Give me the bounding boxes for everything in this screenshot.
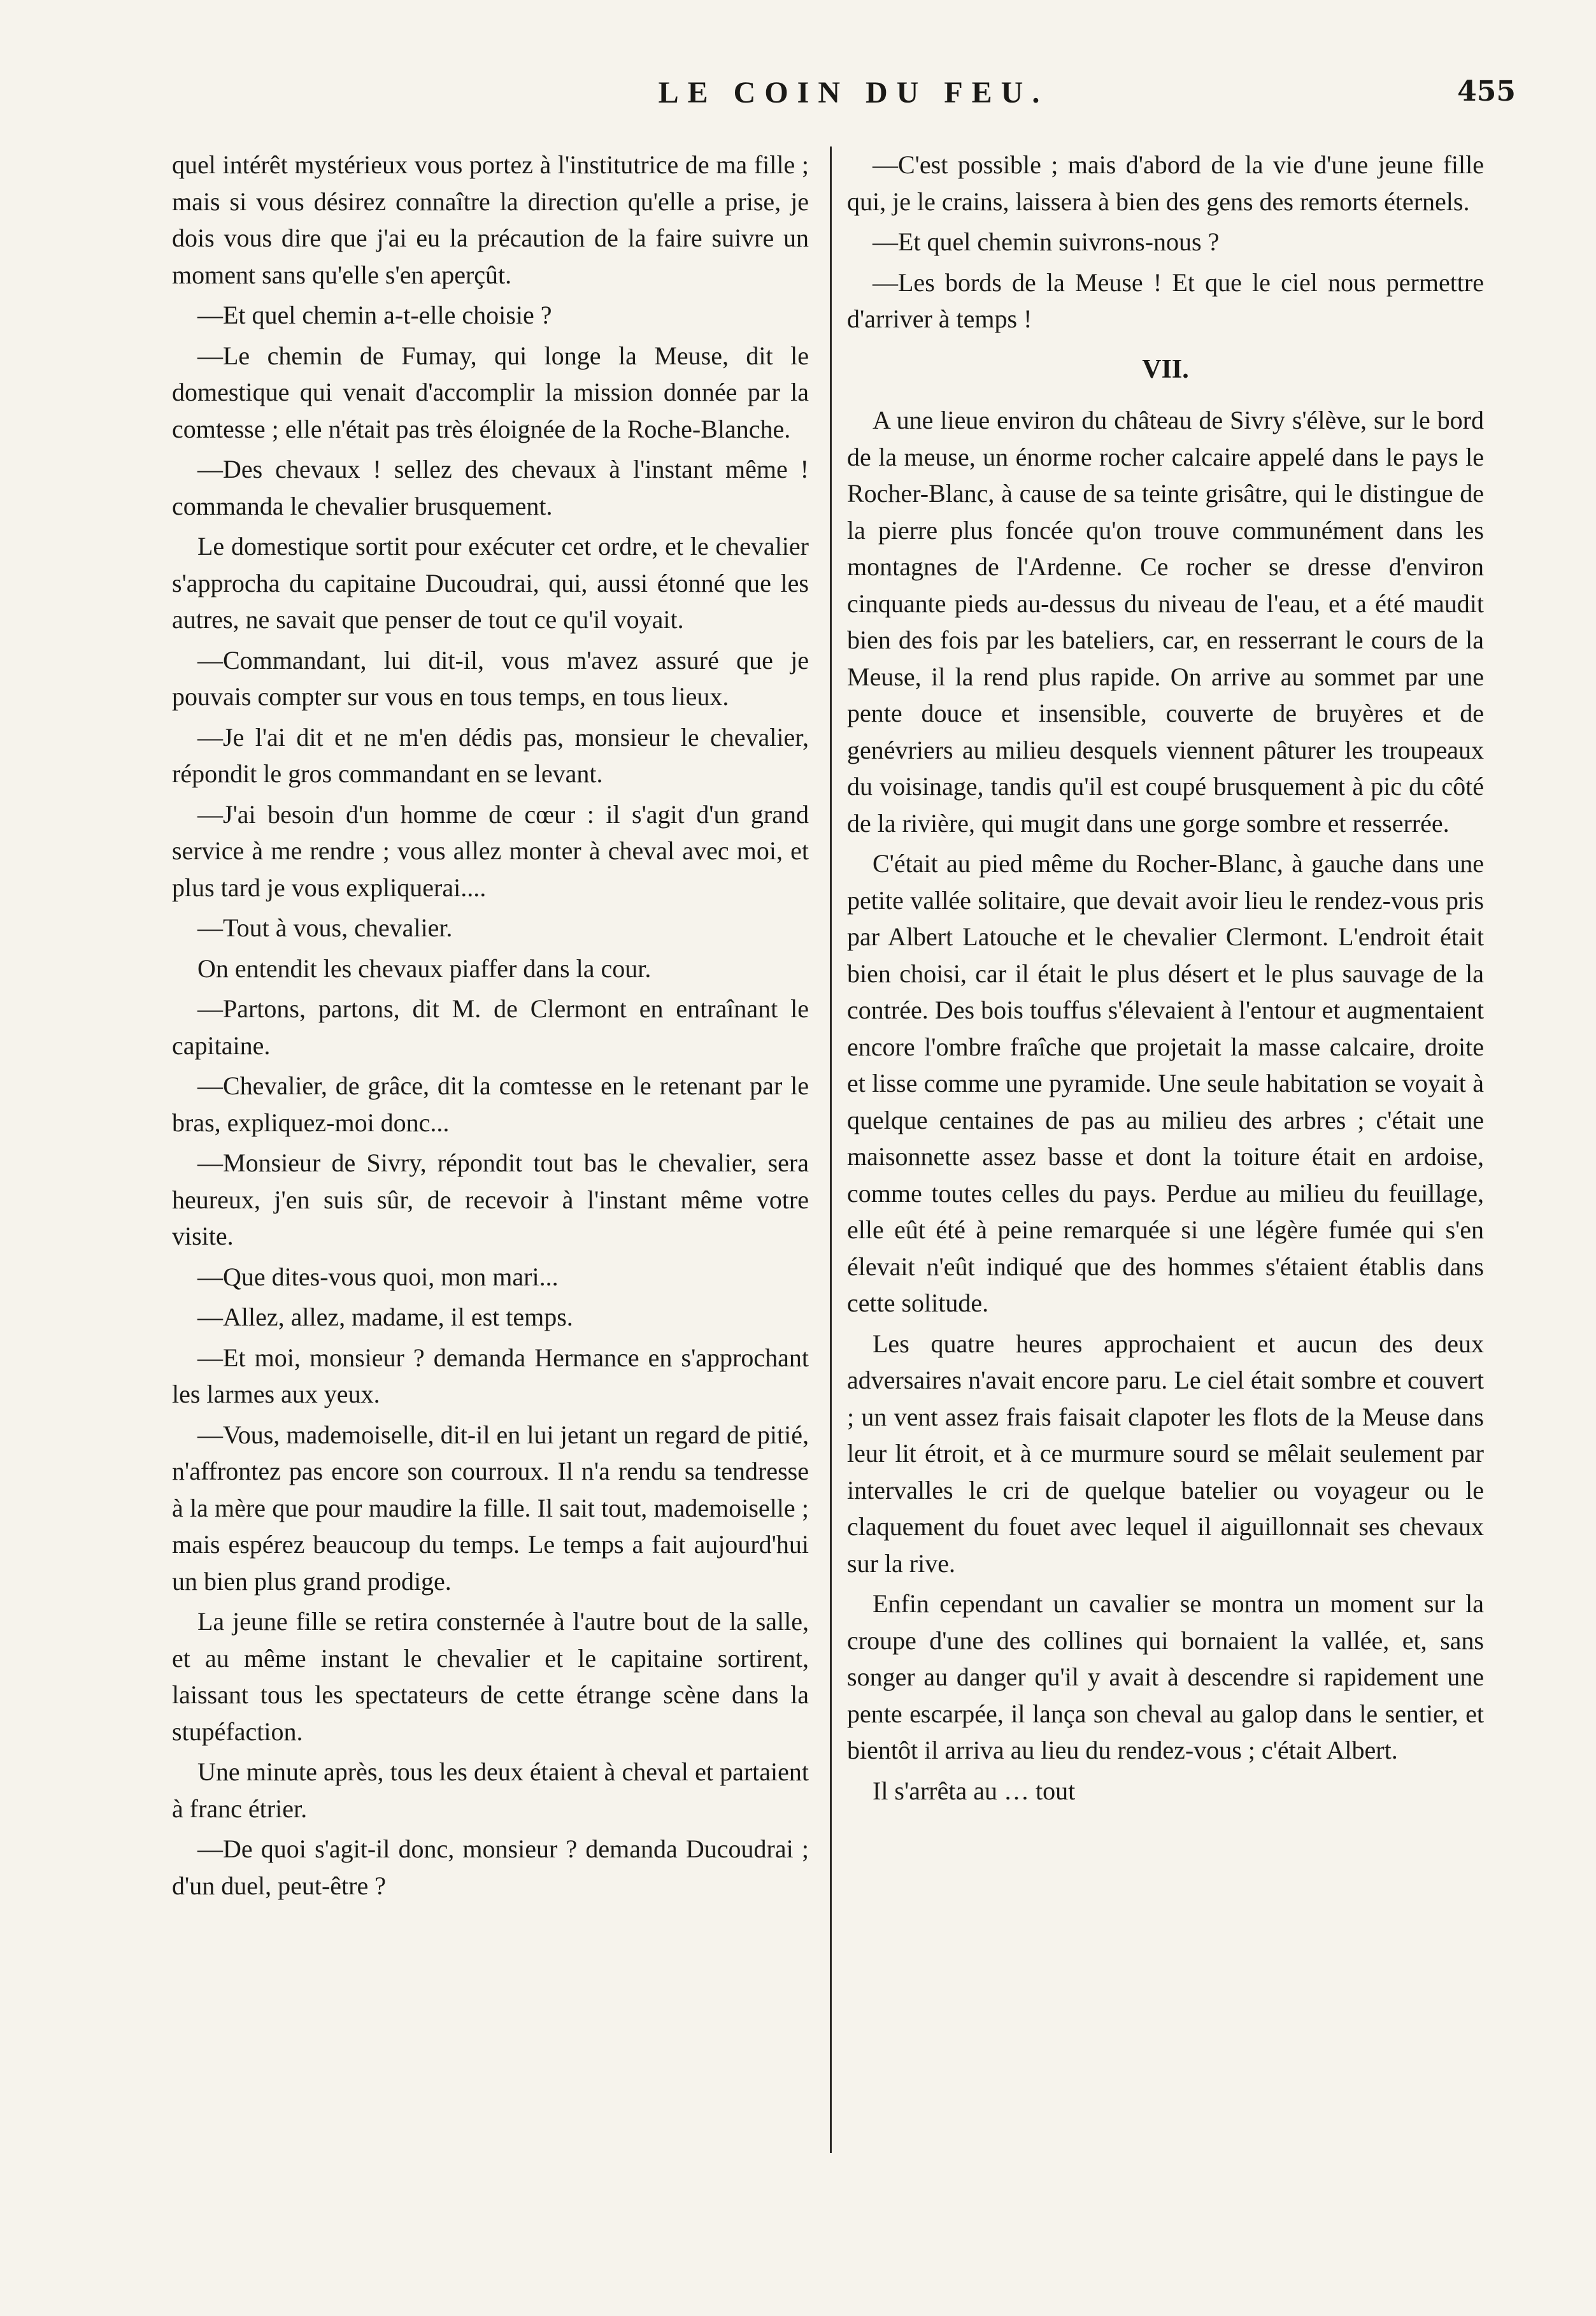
paragraph: —Les bords de la Meuse ! Et que le ciel nous permettre d'arriver à temps ! [847, 268, 1484, 333]
running-title: LE COIN DU FEU. [658, 76, 1049, 110]
paragraph: —Vous, mademoiselle, dit-il en lui jetant un regard de pitié, n'affrontez pas encore son courroux. Il n'a rendu sa tendresse à la mère que pour maudire la fille. Il sait tout, mademoiselle ; mais espérez beaucoup du temps. Le temps a fait aujourd'hui un bien plus grand prodige. [172, 1420, 809, 1596]
paragraph: —Partons, partons, dit M. de Clermont en entraînant le capitaine. [172, 994, 809, 1060]
paragraph: —Des chevaux ! sellez des chevaux à l'instant même ! commanda le chevalier brusquement. [172, 455, 809, 520]
left-column [172, 147, 809, 1908]
paragraph: —Tout à vous, chevalier. [197, 913, 453, 942]
paragraph: —Et moi, monsieur ? demanda Hermance en s'approchant les larmes aux yeux. [172, 1343, 809, 1408]
paragraph: Les quatre heures approchaient et aucun des deux adversaires n'avait encore paru. Le ciel était sombre et couvert ; un vent assez frais faisait clapoter les flots de la Meuse dans leur lit étroit, et à ce murmure sourd se mêlait seulement par intervalles le cri de quelque batelier ou voyageur ou le claquement du fouet avec lequel il aiguillonnait ses chevaux sur la rive. [847, 1329, 1484, 1578]
paragraph: —J'ai besoin d'un homme de cœur : il s'agit d'un grand service à me rendre ; vous allez monter à cheval avec moi, et plus tard je vous expliquerai.... [172, 799, 809, 902]
paragraph: —Je l'ai dit et ne m'en dédis pas, monsieur le chevalier, répondit le gros commandant en se levant. [172, 722, 809, 788]
paragraph: —Que dites-vous quoi, mon mari... [197, 1262, 559, 1291]
paragraph: —Le chemin de Fumay, qui longe la Meuse, dit le domestique qui venait d'accomplir la mission donnée par la comtesse ; elle n'était pas très éloignée de la Roche-Blanche. [172, 341, 809, 443]
paragraph: —Et quel chemin a-t-elle choisie ? [197, 301, 552, 329]
paragraph: A une lieue environ du château de Sivry s'élève, sur le bord de la meuse, un énorme rocher calcaire appelé dans le pays le Rocher-Blanc, à cause de sa teinte grisâtre, qui le distingue de la pierre plus foncée qu'on trouve communément dans les montagnes de l'Ardenne. Ce rocher se dresse d'environ cinquante pieds au-dessus du niveau de l'eau, et a été maudit bien des fois par les bateliers, car, en resserrant le cours de la Meuse, il la rend plus rapide. On arrive au sommet par une pente douce et insensible, couverte de bruyères et de genévriers au milieu desquels viennent pâturer les troupeaux du voisinage, tandis qu'il est coupé brusquement à pic du côté de la rivière, qui mugit dans une gorge sombre et resserrée. [847, 406, 1484, 838]
paragraph: Une minute après, tous les deux étaient à cheval et partaient à franc étrier. [172, 1757, 809, 1823]
paragraph: —Monsieur de Sivry, répondit tout bas le chevalier, sera heureux, j'en suis sûr, de recevoir à l'instant même votre visite. [172, 1148, 809, 1250]
paragraph: —Et quel chemin suivrons-nous ? [873, 227, 1220, 256]
right-column [847, 147, 1484, 1813]
chapter-heading: VII. [1142, 354, 1189, 384]
paragraph: quel intérêt mystérieux vous portez à l'institutrice de ma fille ; mais si vous désirez connaître la direction qu'elle a prise, je dois vous dire que j'ai eu la précaution de la faire suivre un moment sans qu'elle s'en aperçût. [172, 150, 809, 289]
paragraph: —Commandant, lui dit-il, vous m'avez assuré que je pouvais compter sur vous en tous temps, en tous lieux. [172, 645, 809, 711]
paragraph: —Allez, allez, madame, il est temps. [197, 1303, 573, 1331]
paragraph: —C'est possible ; mais d'abord de la vie d'une jeune fille qui, je le crains, laissera à bien des gens des remorts éternels. [847, 150, 1484, 216]
paragraph: Le domestique sortit pour exécuter cet ordre, et le chevalier s'approcha du capitaine Ducoudrai, qui, aussi étonné que les autres, ne savait que penser de tout ce qu'il voyait. [172, 532, 809, 634]
paragraph: C'était au pied même du Rocher-Blanc, à gauche dans une petite vallée solitaire, que devait avoir lieu le rendez-vous pris par Albert Latouche et le chevalier Clermont. L'endroit était bien choisi, car il était le plus désert et le plus sauvage de la contrée. Des bois touffus s'élevaient à l'entour et augmentaient encore l'ombre fraîche que projetait la masse calcaire, droite et lisse comme une pyramide. Une seule habitation se voyait à quelque centaines de pas au milieu des arbres ; c'était une maisonnette assez basse et dont la toiture était en ardoise, comme toutes celles du pays. Perdue au milieu du feuillage, elle eût été à peine remarquée si une légère fumée qui s'en élevait n'eût indiqué que des hommes s'étaient établis dans cette solitude. [847, 849, 1484, 1317]
paragraph: —De quoi s'agit-il donc, monsieur ? demanda Ducoudrai ; d'un duel, peut-être ? [172, 1834, 809, 1900]
paragraph: On entendit les chevaux piaffer dans la cour. [197, 954, 652, 983]
paragraph: Il s'arrêta au … tout [873, 1776, 1076, 1805]
page-header [191, 75, 1516, 126]
paragraph: —Chevalier, de grâce, dit la comtesse en le retenant par le bras, expliquez-moi donc... [172, 1071, 809, 1137]
paragraph: Enfin cependant un cavalier se montra un moment sur la croupe d'une des collines qui bornaient la vallée, et, sans songer au danger qu'il y avait à descendre si rapidement une pente escarpée, il lança son cheval au galop dans le sentier, et bientôt il arriva au lieu du rendez-vous ; c'était Albert. [847, 1589, 1484, 1764]
paragraph: La jeune fille se retira consternée à l'autre bout de la salle, et au même instant le chevalier et le capitaine sortirent, laissant tous les spectateurs de cette étrange scène dans la stupéfaction. [172, 1607, 809, 1746]
column-divider [830, 147, 832, 2153]
page-number: 455 [1457, 75, 1516, 108]
